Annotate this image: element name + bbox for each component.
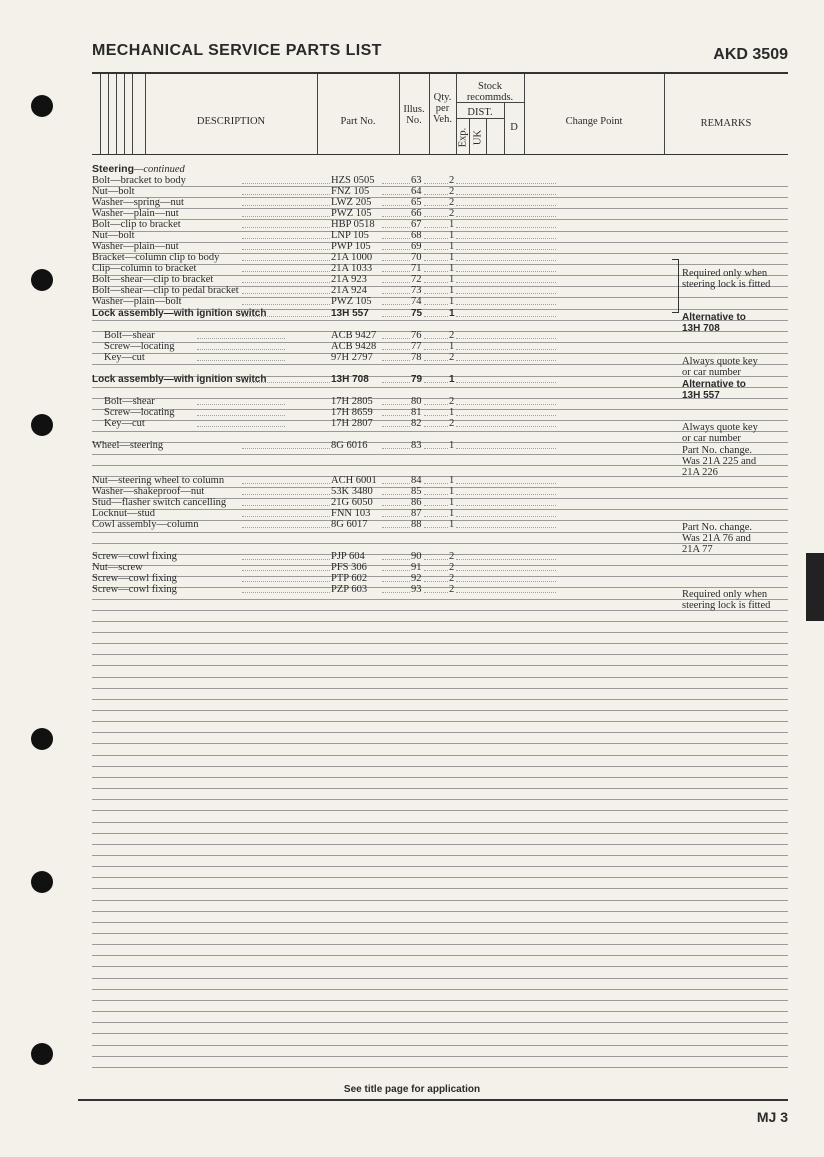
item-description: Screw—cowl fixing — [92, 584, 177, 595]
item-description: Key—cut — [104, 352, 145, 363]
item-illus-no: 67 — [411, 219, 422, 230]
item-description: Washer—shakeproof—nut — [92, 486, 205, 497]
item-part-no: FNZ 105 — [331, 186, 370, 197]
item-part-no: LNP 105 — [331, 230, 369, 241]
item-part-no: PFS 306 — [331, 562, 367, 573]
item-illus-no: 79 — [411, 374, 423, 385]
item-illus-no: 69 — [411, 241, 422, 252]
column-header-description: DESCRIPTION — [196, 116, 266, 127]
item-illus-no: 85 — [411, 486, 422, 497]
item-description: Stud—flasher switch cancelling — [92, 497, 227, 508]
item-part-no: PWP 105 — [331, 241, 371, 252]
item-illus-no: 72 — [411, 274, 422, 285]
item-qty: 2 — [449, 175, 455, 186]
table-header — [92, 72, 788, 155]
item-qty: 1 — [449, 263, 455, 274]
column-header-d: D — [510, 122, 518, 133]
remark: Alternative to 13H 557 — [682, 379, 746, 401]
item-qty: 1 — [449, 374, 455, 385]
item-description: Nut—screw — [92, 562, 143, 573]
item-description: Bolt—shear—clip to bracket — [92, 274, 214, 285]
item-qty: 1 — [449, 475, 455, 486]
item-illus-no: 68 — [411, 230, 422, 241]
item-qty: 1 — [449, 486, 455, 497]
item-part-no: 17H 2807 — [331, 418, 373, 429]
item-part-no: PZP 603 — [331, 584, 368, 595]
column-header-dist: DIST. — [467, 107, 493, 118]
item-description: Washer—plain—bolt — [92, 296, 182, 307]
remark: Alternative to 13H 708 — [682, 312, 746, 334]
item-description: Washer—plain—nut — [92, 241, 179, 252]
column-header-exp: Exp. — [457, 127, 469, 148]
item-part-no: LWZ 205 — [331, 197, 372, 208]
item-description: Nut—steering wheel to column — [92, 475, 225, 486]
binder-hole — [31, 269, 53, 291]
item-illus-no: 83 — [411, 440, 422, 451]
item-description: Screw—cowl fixing — [92, 551, 177, 562]
item-description: Locknut—stud — [92, 508, 155, 519]
item-illus-no: 73 — [411, 285, 422, 296]
item-part-no: ACB 9428 — [331, 341, 377, 352]
item-description: Washer—spring—nut — [92, 197, 184, 208]
item-illus-no: 90 — [411, 551, 422, 562]
item-part-no: 97H 2797 — [331, 352, 373, 363]
item-description: Screw—locating — [104, 341, 175, 352]
item-illus-no: 78 — [411, 352, 422, 363]
column-header-change-point: Change Point — [565, 116, 623, 127]
item-description: Cowl assembly—column — [92, 519, 199, 530]
item-illus-no: 70 — [411, 252, 422, 263]
item-illus-no: 80 — [411, 396, 422, 407]
remark: Required only when steering lock is fitted — [682, 589, 771, 611]
item-illus-no: 75 — [411, 308, 423, 319]
item-illus-no: 87 — [411, 508, 422, 519]
item-qty: 1 — [449, 519, 455, 530]
item-qty: 1 — [449, 508, 455, 519]
remark: Always quote key or car number — [682, 422, 758, 444]
binder-hole — [31, 1043, 53, 1065]
remark: Part No. change. Was 21A 76 and 21A 77 — [682, 522, 752, 555]
section-title: Steering — [92, 163, 135, 175]
item-qty: 1 — [449, 241, 455, 252]
item-illus-no: 91 — [411, 562, 422, 573]
item-illus-no: 65 — [411, 197, 422, 208]
item-part-no: 53K 3480 — [331, 486, 373, 497]
item-part-no: PTP 602 — [331, 573, 368, 584]
item-qty: 1 — [449, 285, 455, 296]
item-qty: 2 — [449, 562, 455, 573]
item-part-no: 17H 2805 — [331, 396, 373, 407]
item-qty: 2 — [449, 418, 455, 429]
item-description: Bolt—shear — [104, 330, 155, 341]
item-part-no: HBP 0518 — [331, 219, 375, 230]
item-part-no: 21A 1033 — [331, 263, 373, 274]
section-heading — [92, 164, 185, 175]
item-illus-no: 81 — [411, 407, 422, 418]
page-code: MJ 3 — [756, 1109, 788, 1125]
item-qty: 1 — [449, 274, 455, 285]
remark-bracket — [672, 259, 679, 313]
binder-hole — [31, 95, 53, 117]
item-part-no: 17H 8659 — [331, 407, 373, 418]
item-description: Clip—column to bracket — [92, 263, 197, 274]
item-illus-no: 64 — [411, 186, 422, 197]
item-qty: 1 — [449, 407, 455, 418]
item-part-no: HZS 0505 — [331, 175, 375, 186]
item-qty: 2 — [449, 584, 455, 595]
item-part-no: 13H 557 — [331, 308, 369, 319]
item-description: Nut—bolt — [92, 230, 135, 241]
item-part-no: 8G 6017 — [331, 519, 368, 530]
item-illus-no: 71 — [411, 263, 422, 274]
item-description: Bolt—bracket to body — [92, 175, 186, 186]
item-description: Lock assembly—with ignition switch — [92, 308, 267, 319]
item-description: Key—cut — [104, 418, 145, 429]
item-illus-no: 93 — [411, 584, 422, 595]
item-illus-no: 82 — [411, 418, 422, 429]
item-part-no: ACH 6001 — [331, 475, 377, 486]
column-header-qty: Qty. per Veh. — [433, 92, 452, 125]
column-header-remarks: REMARKS — [700, 118, 752, 129]
item-illus-no: 77 — [411, 341, 422, 352]
remark: Part No. change. Was 21A 225 and 21A 226 — [682, 445, 757, 478]
item-qty: 1 — [449, 341, 455, 352]
item-illus-no: 92 — [411, 573, 422, 584]
item-qty: 2 — [449, 551, 455, 562]
item-part-no: 21G 6050 — [331, 497, 373, 508]
item-illus-no: 86 — [411, 497, 422, 508]
item-illus-no: 76 — [411, 330, 422, 341]
item-qty: 1 — [449, 308, 455, 319]
item-illus-no: 88 — [411, 519, 422, 530]
item-qty: 2 — [449, 573, 455, 584]
item-qty: 1 — [449, 497, 455, 508]
item-part-no: 13H 708 — [331, 374, 369, 385]
item-description: Lock assembly—with ignition switch — [92, 374, 267, 385]
item-qty: 1 — [449, 230, 455, 241]
section-suffix: —continued — [134, 164, 185, 175]
item-description: Screw—locating — [104, 407, 175, 418]
item-part-no: PWZ 105 — [331, 296, 372, 307]
item-description: Bracket—column clip to body — [92, 252, 220, 263]
item-illus-no: 66 — [411, 208, 422, 219]
index-tab — [806, 553, 824, 621]
item-part-no: 21A 923 — [331, 274, 367, 285]
item-illus-no: 63 — [411, 175, 422, 186]
item-qty: 1 — [449, 252, 455, 263]
item-part-no: FNN 103 — [331, 508, 371, 519]
document-code: AKD 3509 — [713, 46, 788, 63]
column-header-uk: UK — [472, 129, 484, 146]
item-qty: 2 — [449, 352, 455, 363]
item-part-no: 21A 924 — [331, 285, 367, 296]
item-description: Bolt—shear — [104, 396, 155, 407]
page-title: MECHANICAL SERVICE PARTS LIST — [92, 42, 382, 59]
item-part-no: 8G 6016 — [331, 440, 368, 451]
item-qty: 1 — [449, 296, 455, 307]
column-header-part-no: Part No. — [340, 116, 376, 127]
item-qty: 2 — [449, 186, 455, 197]
item-qty: 1 — [449, 440, 455, 451]
remark: Required only when steering lock is fitted — [682, 268, 771, 290]
item-part-no: PJP 604 — [331, 551, 365, 562]
item-description: Washer—plain—nut — [92, 208, 179, 219]
item-qty: 2 — [449, 197, 455, 208]
item-qty: 2 — [449, 396, 455, 407]
binder-hole — [31, 728, 53, 750]
item-part-no: PWZ 105 — [331, 208, 372, 219]
column-header-illus-no: Illus. No. — [403, 104, 425, 126]
binder-hole — [31, 414, 53, 436]
item-description: Wheel—steering — [92, 440, 164, 451]
item-description: Bolt—clip to bracket — [92, 219, 181, 230]
item-illus-no: 84 — [411, 475, 422, 486]
footer-note: See title page for application — [343, 1084, 481, 1095]
item-qty: 1 — [449, 219, 455, 230]
binder-hole — [31, 871, 53, 893]
item-illus-no: 74 — [411, 296, 422, 307]
item-description: Bolt—shear—clip to pedal bracket — [92, 285, 239, 296]
item-part-no: ACB 9427 — [331, 330, 377, 341]
footer-rule — [78, 1099, 788, 1101]
remark: Always quote key or car number — [682, 356, 758, 378]
item-qty: 2 — [449, 330, 455, 341]
item-description: Nut—bolt — [92, 186, 135, 197]
item-part-no: 21A 1000 — [331, 252, 373, 263]
item-description: Screw—cowl fixing — [92, 573, 177, 584]
item-qty: 2 — [449, 208, 455, 219]
column-header-stock: Stock recommds. — [466, 81, 514, 103]
